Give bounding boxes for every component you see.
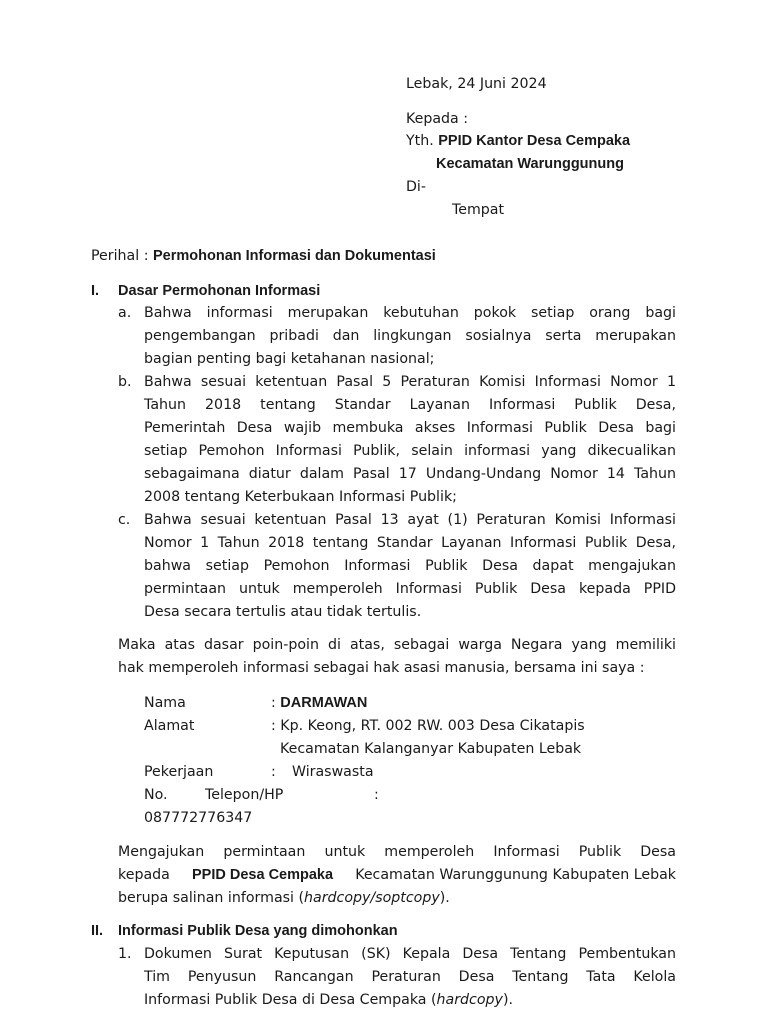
address-value-2: Kecamatan Kalanganyar Kabupaten Lebak [280, 741, 582, 757]
item-b-line-3: Pemerintah Desa wajib membuka akses Informasi Publik Desa bagi [144, 420, 676, 436]
item-c-line-4: permintaan untuk memperoleh Informasi Publik Desa kepada PPID [144, 581, 676, 597]
item-b-line-6: 2008 tentang Keterbukaan Informasi Publik; [144, 489, 457, 505]
subject-label: Perihal : [91, 248, 149, 264]
request-copy-type: hardcopy/soptcopy [304, 890, 440, 906]
section2-item-line-1: Dokumen Surat Keputusan (SK) Kepala Desa Tentang Pembentukan [144, 946, 676, 962]
item-b-line-2: Tahun 2018 tentang Standar Layanan Informasi Publik Desa, [144, 397, 676, 413]
recipient-district: Kecamatan Warunggunung [436, 156, 624, 172]
phone-no-label: No. [144, 787, 168, 803]
item-c-line-3: bahwa setiap Pemohon Informasi Publik Desa dapat mengajukan [144, 558, 676, 574]
yth-prefix: Yth. [406, 133, 434, 149]
address-value: : Kp. Keong, RT. 002 RW. 003 Desa Cikatapis [271, 718, 585, 734]
item-c-line-1: Bahwa sesuai ketentuan Pasal 13 ayat (1) Peraturan Komisi Informasi [144, 512, 676, 528]
section2-title: Informasi Publik Desa yang dimohonkan [118, 923, 398, 939]
request-ppid: PPID Desa Cempaka [192, 867, 334, 883]
item-c-label: c. [118, 512, 131, 528]
item-b-line-5: sebagaimana diatur dalam Pasal 17 Undang-Undang Nomor 14 Tahun [144, 466, 676, 482]
job-value: Wiraswasta [292, 764, 374, 780]
request-location: Kecamatan Warunggunung Kabupaten Lebak [355, 867, 676, 883]
item-a-line-1: Bahwa informasi merupakan kebutuhan pokok setiap orang bagi [144, 305, 676, 321]
phone-label: Telepon/HP [205, 787, 284, 803]
item-a-line-3: bagian penting bagi ketahanan nasional; [144, 351, 435, 367]
name-row [271, 695, 367, 711]
di-label: Di- [406, 179, 426, 195]
recipient-line [406, 133, 630, 149]
item-b-line-4: setiap Pemohon Informasi Publik, selain informasi yang dikecualikan [144, 443, 676, 459]
item-a-label: a. [118, 305, 132, 321]
section2-item-line-2: Tim Penyusun Rancangan Peraturan Desa Tentang Tata Kelola [144, 969, 676, 985]
section2-item-end: ). [502, 992, 513, 1008]
section1-title: Dasar Permohonan Informasi [118, 283, 321, 299]
intro-line-2: hak memperoleh informasi sebagai hak asasi manusia, bersama ini saya : [118, 660, 645, 676]
request-kepada: kepada [118, 867, 170, 883]
section2-item-copy-type: hardcopy [436, 992, 503, 1008]
section2-item-line-3 [144, 992, 513, 1008]
name-label: Nama [144, 695, 186, 711]
to-label: Kepada : [406, 111, 469, 127]
item-c-line-5: Desa secara tertulis atau tidak tertulis. [144, 604, 422, 620]
section2-item-number: 1. [118, 946, 132, 962]
item-b-label: b. [118, 374, 132, 390]
section1-number: I. [91, 283, 100, 299]
section2-number: II. [91, 923, 104, 939]
phone-value: 087772776347 [144, 810, 253, 826]
item-c-line-2: Nomor 1 Tahun 2018 tentang Standar Layanan Informasi Publik Desa, [144, 535, 676, 551]
recipient-name: PPID Kantor Desa Cempaka [438, 133, 631, 149]
request-line-2 [118, 867, 676, 883]
section2-item-text: Informasi Publik Desa di Desa Cempaka ( [144, 992, 437, 1008]
item-a-line-2: pengembangan pribadi dan lingkungan sosialnya serta merupakan [144, 328, 676, 344]
name-separator: : [271, 695, 276, 711]
request-line-1: Mengajukan permintaan untuk memperoleh Informasi Publik Desa [118, 844, 676, 860]
request-copy-post: ). [439, 890, 450, 906]
place-date: Lebak, 24 Juni 2024 [406, 76, 547, 92]
job-label: Pekerjaan [144, 764, 214, 780]
item-b-line-1: Bahwa sesuai ketentuan Pasal 5 Peraturan Komisi Informasi Nomor 1 [144, 374, 676, 390]
address-label: Alamat [144, 718, 195, 734]
subject-line [91, 248, 436, 264]
request-copy-pre: berupa salinan informasi ( [118, 890, 305, 906]
request-line-3 [118, 890, 450, 906]
tempat-label: Tempat [452, 202, 505, 218]
job-separator: : [271, 764, 276, 780]
intro-line-1: Maka atas dasar poin-poin di atas, sebagai warga Negara yang memiliki [118, 637, 676, 653]
subject-value: Permohonan Informasi dan Dokumentasi [153, 248, 436, 264]
phone-separator: : [374, 787, 379, 803]
name-value: DARMAWAN [280, 695, 368, 711]
